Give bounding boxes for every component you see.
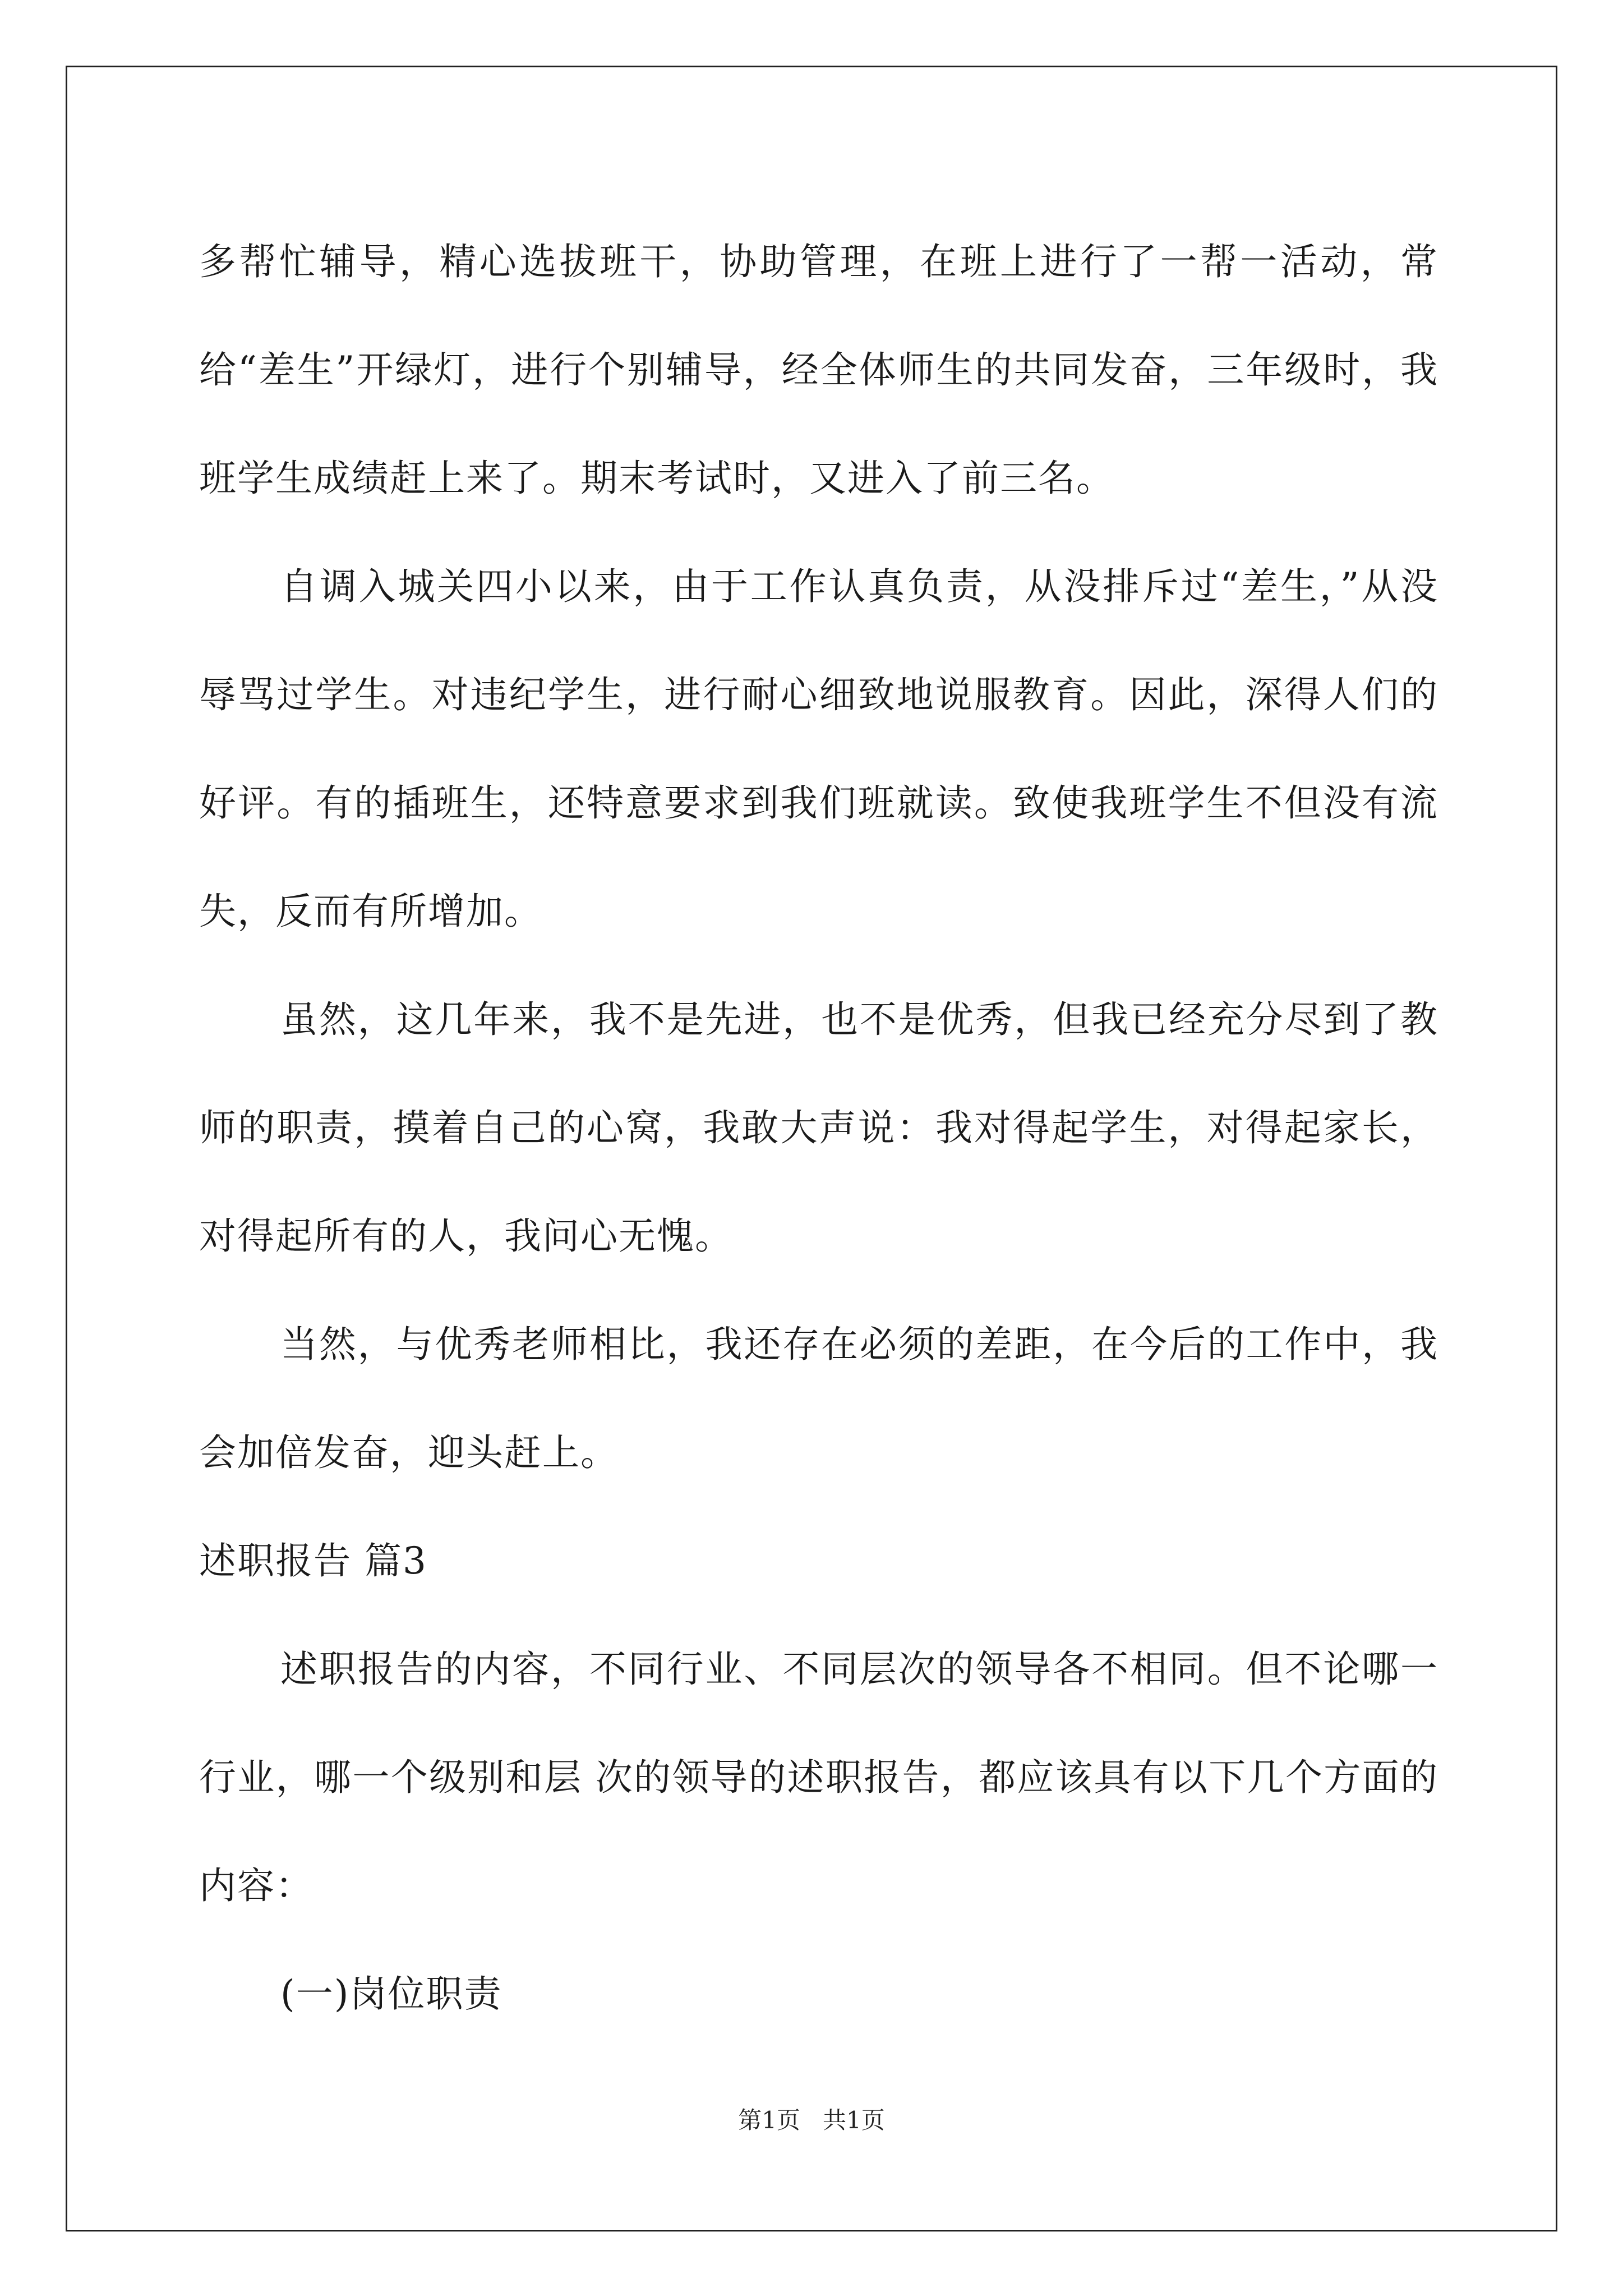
page-footer [0,2104,1623,2137]
paragraph-3: 虽然，这几年来，我不是先进，也不是优秀，但我已经充分尽到了教师的职责，摸着自己的心窝，我敢大声说：我对得起学生，对得起家长，对得起所有的人，我问心无愧。 [199,998,1438,1258]
section-paragraph-2: (一)岗位职责 [280,1972,502,2016]
paragraph-2: 自调入城关四小以来，由于工作认真负责，从没排斥过“差生，”从没辱骂过学生。对违纪学生，进行耐心细致地说服教育。因此，深得人们的好评。有的插班生，还特意要求到我们班就读。致使我班学生不但没有流失，反而有所增加。 [199,565,1438,933]
section-paragraph-1: 述职报告的内容，不同行业、不同层次的领导各不相同。但不论哪一行业，哪一个级别和层 次的领导的述职报告，都应该具有以下几个方面的内容： [199,1648,1438,1907]
paragraph-1: 多帮忙辅导，精心选拔班干，协助管理，在班上进行了一帮一活动，常给“差生”开绿灯，进行个别辅导，经全体师生的共同发奋，三年级时，我班学生成绩赶上来了。期末考试时，又进入了前三名。 [199,240,1438,500]
page-number: 第1页 [738,2106,800,2134]
section-heading: 述职报告 篇3 [199,1539,427,1582]
paragraph-4: 当然，与优秀老师相比，我还存在必须的差距，在今后的工作中，我会加倍发奋，迎头赶上。 [199,1323,1438,1474]
page-total: 共1页 [823,2106,885,2134]
document-body [199,208,1438,2048]
